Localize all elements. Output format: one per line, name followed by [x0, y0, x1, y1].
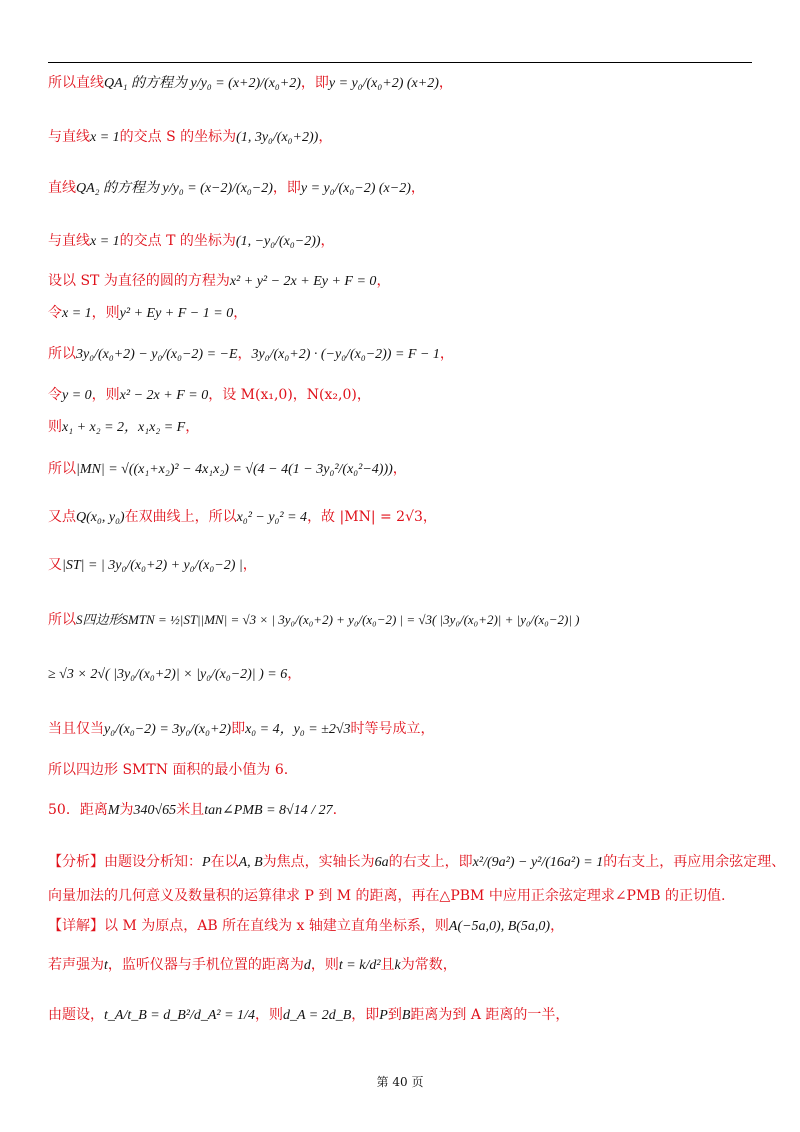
line-3: 直线QA₂ 的方程为 y/y₀ = (x−2)/(x₀−2)，即y = y₀/(x₀−2) (x−2)，	[48, 180, 425, 196]
analysis-line-1: 【分析】由题设分析知：P在以A, B为焦点，实轴长为6a的右支上，即x²/(9a²) − y²/(16a²) = 1的右支上，再应用余弦定理、	[48, 854, 786, 870]
line-14: ≥ √3 × 2√( |3y₀/(x₀+2)| × |y₀/(x₀−2)| ) = 6，	[48, 666, 302, 682]
line-4: 与直线x = 1的交点 T 的坐标为(1, −y₀/(x₀−2))，	[48, 233, 335, 249]
line-10: 所以|MN| = √((x₁+x₂)² − 4x₁x₂) = √(4 − 4(1 − 3y₀²/(x₀²−4)))，	[48, 461, 407, 477]
line-2: 与直线x = 1的交点 S 的坐标为(1, 3y₀/(x₀+2))，	[48, 129, 333, 145]
detail-line-2: 若声强为t，监听仪器与手机位置的距离为d，则t = k/d²且k为常数，	[48, 957, 457, 973]
line-7: 所以3y₀/(x₀+2) − y₀/(x₀−2) = −E，3y₀/(x₀+2) · (−y₀/(x₀−2)) = F − 1，	[48, 346, 454, 362]
line-8: 令y = 0，则x² − 2x + F = 0，设 M(x₁,0)，N(x₂,0)，	[48, 387, 371, 403]
line-11: 又点Q(x₀, y₀)在双曲线上，所以x₀² − y₀² = 4，故 |MN| = 2√3，	[48, 509, 437, 525]
line-9: 则x₁ + x₂ = 2，x₁x₂ = F，	[48, 419, 200, 435]
line-12: 又|ST| = | 3y₀/(x₀+2) + y₀/(x₀−2) |，	[48, 557, 257, 573]
line-13: 所以S四边形SMTN = ½|ST||MN| = √3 × | 3y₀/(x₀+2) + y₀/(x₀−2) | = √3( |3y₀/(x₀+2)| + |y₀/(x₀−2)| )	[48, 612, 580, 628]
header-rule	[48, 62, 752, 63]
line-1: 所以直线QA₁ 的方程为 y/y₀ = (x+2)/(x₀+2)，即y = y₀/(x₀+2) (x+2)，	[48, 75, 453, 91]
page-number: 第 40 页	[376, 1075, 424, 1089]
line-5: 设以 ST 为直径的圆的方程为x² + y² − 2x + Ey + F = 0，	[48, 273, 391, 289]
line-6: 令x = 1，则y² + Ey + F − 1 = 0，	[48, 305, 248, 321]
problem-50: 50．距离M为340√65米且tan∠PMB = 8√14 / 27.	[48, 802, 338, 818]
analysis-line-2: 向量加法的几何意义及数量积的运算律求 P 到 M 的距离，再在△PBM 中应用正余弦定理求∠PMB 的正切值.	[48, 888, 726, 904]
line-15: 当且仅当y₀/(x₀−2) = 3y₀/(x₀+2)即x₀ = 4，y₀ = ±2√3时等号成立，	[48, 721, 435, 737]
line-16: 所以四边形 SMTN 面积的最小值为 6.	[48, 762, 289, 778]
detail-line-3: 由题设，t_A/t_B = d_B²/d_A² = 1/4，则d_A = 2d_B，即P到B距离为到 A 距离的一半，	[48, 1007, 570, 1023]
detail-line-1: 【详解】以 M 为原点，AB 所在直线为 x 轴建立直角坐标系，则A(−5a,0), B(5a,0)，	[48, 918, 565, 934]
